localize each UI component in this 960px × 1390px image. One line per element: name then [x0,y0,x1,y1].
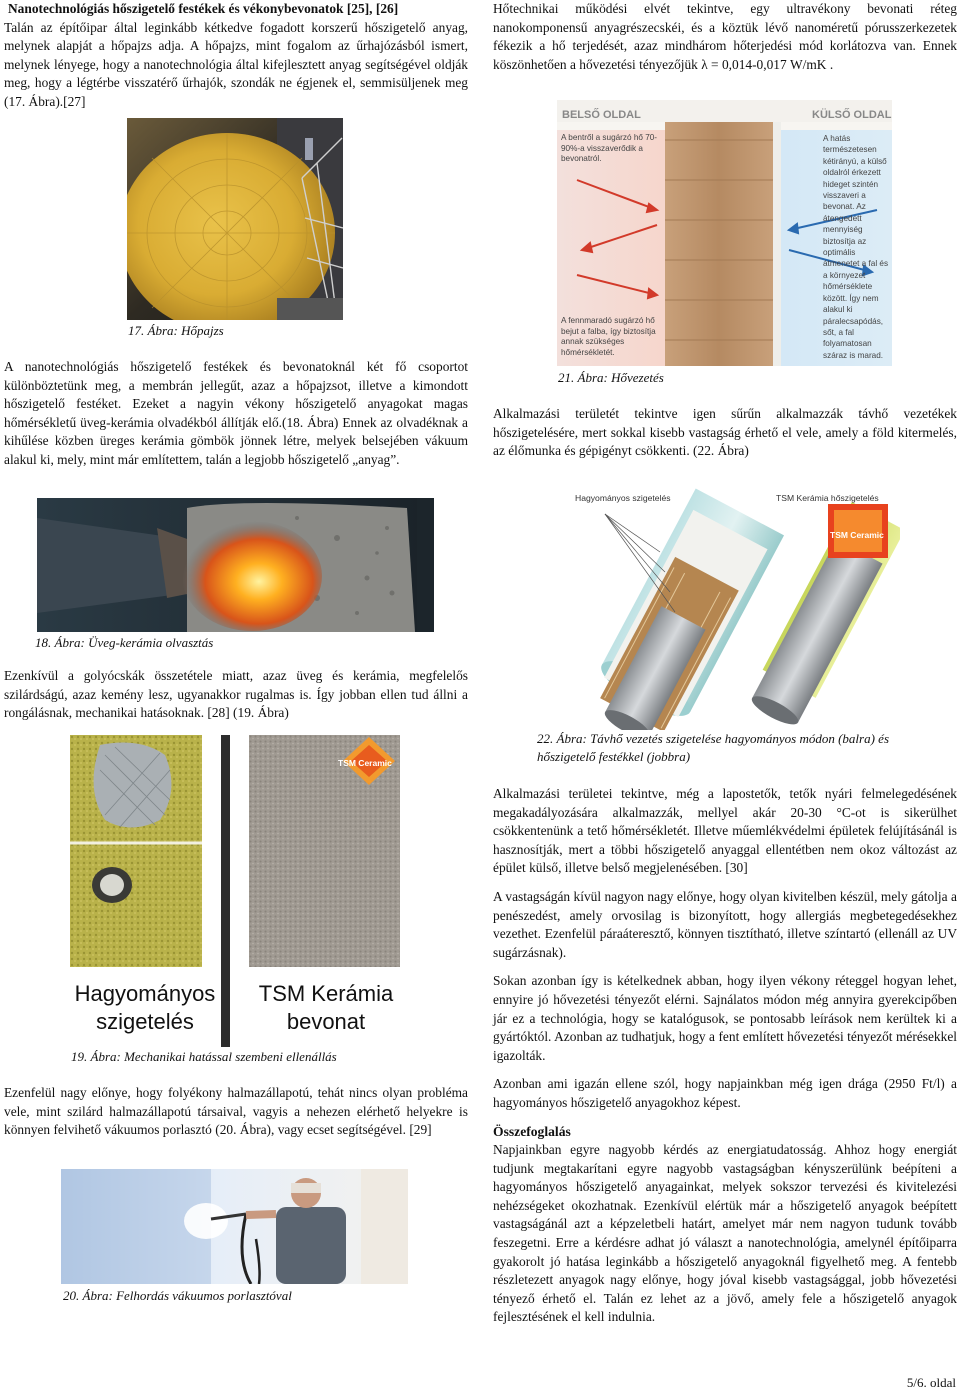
label-ceramic [250,980,402,1036]
tsm-badge: TSM Ceramic [830,530,884,540]
paragraph: Hőtechnikai működési elvét tekintve, egy ultravékony bevonati réteg nanokomponensű anyagrészecskéi, és a köztük lévő nanoméretű pórusszerkezetek fékezik a hő terjedését, azaz mindhárom hőterjedési mód korlátozva van. Ennek köszönhetően a hővezetési tényezőjük λ = 0,014-0,017 W/mK . [493,1,957,72]
label-line: TSM Kerámia [258,981,394,1006]
paragraph: A vastagságán kívül nagyon nagy előnye, hogy olyan kivitelben készül, mely gátolja a penészedést, amely orvosilag is bizonyított, hogy allergiás megbetegedésekhez vezethet. Ezenfelül páraáteresztő, könnyen tisztítható, illetve színtartó (ellenáll az UV sugárzásnak). [493,888,957,960]
diagram-text: A bentről a sugárzó hő 70-90%-a visszaverődik a bevonatról. [561,133,658,163]
figure-caption: 19. Ábra: Mechanikai hatással szembeni ellenállás [71,1049,337,1064]
pipe-label-traditional: Hagyományos szigetelés [575,493,671,503]
left-column-block-4 [4,1084,468,1140]
outer-side-label: KÜLSŐ OLDAL [812,109,892,121]
paragraph: A nanotechnológiás hőszigetelő festékek és bevonatoknál két fő csoportot különböztetünk meg, a membrán jellegűt, azaz a hőpajzsot, illetve a kimondott hőszigetelő festéket. Ezeket a nagyin vékony hőszigetelő anyagokat magas hőmérsékletű üveg-kerámia olvadékból állítják elő.(18. Ábra) Ennek az olvadéknak a kihűlése közben üreges kerámia gömbök jönnek létre, melyek belsejében vákuum alakul ki, mely, mint már említettem, talán a legjobb hőszigetelő „anyag”. [4,359,468,467]
paragraph: Alkalmazási területét tekintve igen sűrűn alkalmazzák távhő vezetékek hőszigetelésére, mert sokkal kisebb vastagság érhető el vele, amely a föld kitermelés, az élőmunka és gépigényt csökkenti. (22. Ábra) [493,406,957,459]
figure-caption: 21. Ábra: Hővezetés [558,370,664,385]
right-column-block-2 [493,405,957,461]
traditional-insulation-damage-image [70,735,202,967]
paragraph: Sokan azonban így is kételkednek abban, hogy ilyen vékony réteggel hogyan lehet, ennyire jó hővezetési tényezőt elérni. Sajnálatos módon még annyira gyerekcipőben jár ez a technológia, hogy se katalógusok, se pontosabb leírások nem kerültek ki a gyártóktól. Azonban az tudhatjuk, hogy a fent említett hővezetési tényezőt mérésekkel igazolták. [493,973,957,1063]
inner-side-label: BELSŐ OLDAL [562,109,641,121]
tsm-badge: TSM Ceramic [338,758,392,768]
right-column [493,0,957,74]
label-traditional [70,980,220,1036]
left-column-block-3 [4,667,468,723]
glass-ceramic-melting-image [37,498,434,632]
divider [221,735,230,1047]
right-column-block-3 [493,785,957,1327]
left-column-block-2 [4,358,468,470]
page-number: 5/6. oldal [906,1375,956,1390]
diagram-text: A hatás természetesen kétirányú, a külső oldalról érkezett hideget szintén visszaveri a bevonat. Az átengedett mennyiség biztosítja az optimális átmenetet a fal és a környezet hőmérséklete között. Így nem alakul ki páralecsapódás, sőt, a fal folyamatosan száraz is marad. [823,134,889,360]
figure-caption: 20. Ábra: Felhordás vákuumos porlasztóval [63,1288,292,1303]
paragraph: Napjainkban egyre nagyobb kérdés az energiatudatosság. Ahhoz hogy energiát tudjunk megtakarítani egyre nagyobb vastagságban kényszerülünk beépíteni a hagyományos hőszigetelő anyagainkat, melyek sokszor tervezési és kivitelezési nehézségeket okozhatnak. Ezenkívül elértük már a hőszigetelő anyagok beépített vastagságánál azt a képzeletbeli határt, amelyet már nem nagyon tudunk tovább feszegetni. Erre a kérdésre adhat jó választ a nanotechnológia, amelynél építőiparra gyakorolt jó hatása leginkább a hőszigetelő anyagoknál figyelhető meg. A fentebb részletezett anyagok nagy előnye, hogy jóval kisebb vastagsággal, jobb hővezetési tényező érhető el. Talán ez lehet az a jövő, amely fele a hőszigetelő anyagok fejlesztésének el kell indulnia. [493,1142,957,1325]
label-line: Hagyományos [74,981,216,1006]
paragraph: Azonban ami igazán ellene szól, hogy napjainkban még igen drága (2950 Ft/l) a hagyományos hőszigetelő anyagokhoz képest. [493,1076,957,1110]
paragraph: Ezenfelül nagy előnye, hogy folyékony halmazállapotú, tehát nincs olyan probléma vele, mint szilárd halmazállapotú társaival, vagyis a nehezen elérhető helyekre is könnyen felvihető vákuumos porlasztó (20. Ábra), vagy ecset segítségével. [29] [4,1085,468,1138]
left-column [4,0,468,112]
label-line: bevonat [286,1009,366,1034]
section-title: Nanotechnológiás hőszigetelő festékek és vékonybevonatok [25], [26] [8,1,399,16]
figure-caption: 18. Ábra: Üveg-kerámia olvasztás [35,635,214,650]
paragraph: Alkalmazási területei tekintve, még a lapostetők, tetők nyári felmelegedésének megakadályozására alkalmazzák, mellyel akár 20-30 °C-ot is sikerülhet csökkentenünk a tető hőmérsékletét. Illetve műemlékvédelmi épületek felújításánál is hasznosítják, mert a többi hőszigetelő anyaggal ellentétben nem okoz változást az épület külső, illetve belső megjelenésében. [30] [493,786,957,876]
figure-caption: 17. Ábra: Hőpajzs [128,323,224,338]
caption-line: hőszigetelő festékkel (jobbra) [537,749,691,764]
spray-application-image [61,1169,408,1284]
caption-line: 22. Ábra: Távhő vezetés szigetelése hagyományos módon (balra) és [537,731,890,746]
label-line: szigetelés [96,1009,194,1034]
district-heating-pipes-image [560,482,900,730]
figure-caption [537,730,889,766]
diagram-text: A fennmaradó sugárzó hő bejut a falba, így biztosítja annak szükséges hőmérsékletét. [561,316,656,357]
heat-shield-image [127,118,343,320]
pipe-label-ceramic: TSM Kerámia hőszigetelés [776,493,879,503]
section-heading: Összefoglalás [493,1123,571,1139]
paragraph: Talán az építőipar által leginkább kétkedve fogadott korszerű hőszigetelő anyag, melynek alapját a hőpajzs adja. A hőpajzs, mint fogalom az űrhajózásból ismert, melynek lényege, hogy a nanotechnológia által kifejlesztett anyag segítségével oldják meg, hogy a légtérbe visszatérő űrhajók, szondák ne égjenek el, semmisüljenek meg (17. Ábra).[27] [4,19,468,109]
paragraph: Ezenkívül a golyócskák összetétele miatt, azaz üveg és kerámia, megfelelős szilárdságú, azaz kemény lesz, ugyanakkor rugalmas is. Így jobban ellen tud állni a rongálásnak, mechanikai hatásoknak. [28] (19. Ábra) [4,668,468,721]
